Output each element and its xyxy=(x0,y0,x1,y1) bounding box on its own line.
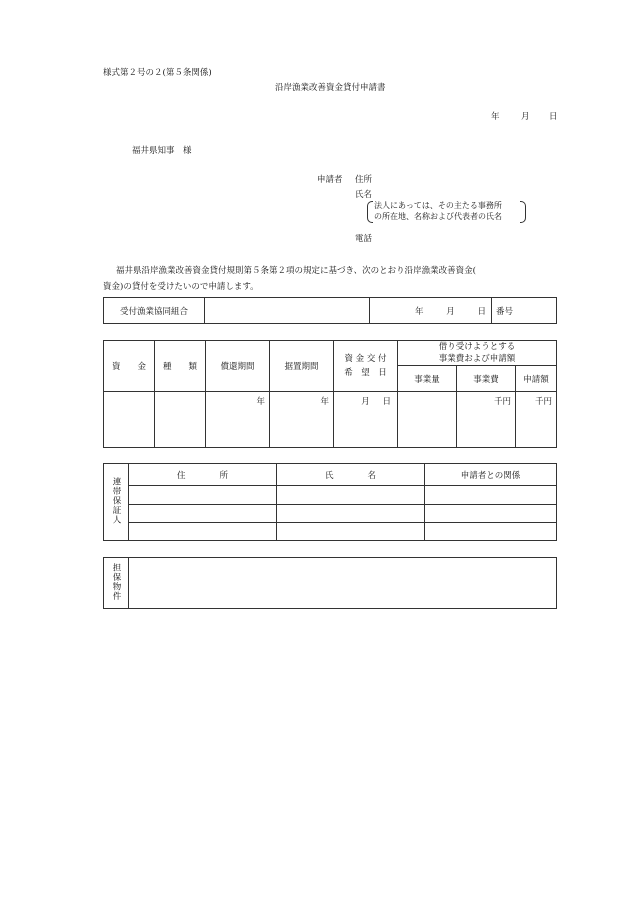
left-bracket xyxy=(367,201,373,223)
grace-period-cell[interactable]: 年 xyxy=(270,392,334,448)
guarantor-address-cell[interactable] xyxy=(129,504,277,522)
addressee: 福井県知事 様 xyxy=(132,146,192,156)
cost-cell[interactable]: 千円 xyxy=(457,392,516,448)
desired-month-unit: 月 xyxy=(361,397,370,407)
loan-table xyxy=(103,340,557,448)
reception-year: 年 xyxy=(415,306,424,317)
amount-header: 申請額 xyxy=(516,366,557,392)
guarantor-address-cell[interactable] xyxy=(129,486,277,504)
collateral-side-text: 担保物件 xyxy=(111,562,121,601)
reception-date-field[interactable] xyxy=(370,298,492,324)
fund-header: 資 金 xyxy=(104,341,155,392)
body-text-line2: 資金)の貸付を受けたいので申請します。 xyxy=(103,282,259,292)
guarantor-name-cell[interactable] xyxy=(277,522,425,540)
guarantor-relation-cell[interactable] xyxy=(425,486,557,504)
reception-label: 受付漁業協同組合 xyxy=(104,298,205,324)
desired-date-cell[interactable] xyxy=(334,392,398,448)
desired-date-header xyxy=(334,341,398,392)
amount-cell[interactable]: 千円 xyxy=(516,392,557,448)
borrow-header xyxy=(398,341,557,366)
applicant-label: 申請者 xyxy=(317,175,343,185)
grace-period-header: 据置期間 xyxy=(270,341,334,392)
kind-cell[interactable] xyxy=(155,392,206,448)
body-text-line1: 福井県沿岸漁業改善資金貸付規則第５条第２項の規定に基づき、次のとおり沿岸漁業改善資金( xyxy=(116,266,476,276)
guarantor-address-header: 住 所 xyxy=(129,464,277,486)
borrow-line1: 借り受けようとする xyxy=(438,342,516,352)
reception-number-label: 番号 xyxy=(496,306,514,317)
page-title: 沿岸漁業改善資金貸付申請書 xyxy=(275,83,386,93)
borrow-line2: 事業費および申請額 xyxy=(438,354,516,364)
guarantor-name-cell[interactable] xyxy=(277,504,425,522)
guarantor-table xyxy=(103,463,557,541)
right-bracket xyxy=(520,201,526,223)
corp-note-line2: の所在地、名称および代表者の氏名 xyxy=(374,212,502,221)
name-label: 氏名 xyxy=(355,190,373,200)
reception-union-field[interactable] xyxy=(205,298,370,324)
desired-date-line1: 資 金 交 付 xyxy=(344,354,387,364)
date-year-label: 年 xyxy=(491,112,500,122)
reception-month: 月 xyxy=(446,306,455,317)
reception-number-field[interactable] xyxy=(492,298,557,324)
phone-label: 電話 xyxy=(355,234,373,244)
quantity-cell[interactable] xyxy=(398,392,457,448)
kind-header: 種 類 xyxy=(155,341,206,392)
cost-header: 事業費 xyxy=(457,366,516,392)
address-label: 住所 xyxy=(355,175,373,185)
date-day-label: 日 xyxy=(549,112,558,122)
corp-note-line1: 法人にあっては、その主たる事務所 xyxy=(374,201,502,210)
guarantor-side-label xyxy=(104,464,129,541)
reception-day: 日 xyxy=(477,306,486,317)
fund-cell[interactable] xyxy=(104,392,155,448)
reception-table xyxy=(103,297,557,324)
repay-period-header: 償還期間 xyxy=(206,341,270,392)
guarantor-relation-cell[interactable] xyxy=(425,522,557,540)
guarantor-address-cell[interactable] xyxy=(129,522,277,540)
desired-day-unit: 日 xyxy=(382,397,391,407)
guarantor-name-header: 氏 名 xyxy=(277,464,425,486)
date-month-label: 月 xyxy=(521,112,530,122)
repay-period-cell[interactable]: 年 xyxy=(206,392,270,448)
guarantor-relation-header: 申請者との関係 xyxy=(425,464,557,486)
quantity-header: 事業量 xyxy=(398,366,457,392)
desired-date-line2: 希 望 日 xyxy=(344,368,387,378)
guarantor-relation-cell[interactable] xyxy=(425,504,557,522)
guarantor-side-text: 連帯保証人 xyxy=(111,476,121,525)
collateral-side-label xyxy=(104,558,129,609)
guarantor-name-cell[interactable] xyxy=(277,486,425,504)
collateral-cell[interactable] xyxy=(129,558,557,609)
collateral-table xyxy=(103,557,557,609)
form-number: 様式第２号の２(第５条関係) xyxy=(103,68,212,78)
